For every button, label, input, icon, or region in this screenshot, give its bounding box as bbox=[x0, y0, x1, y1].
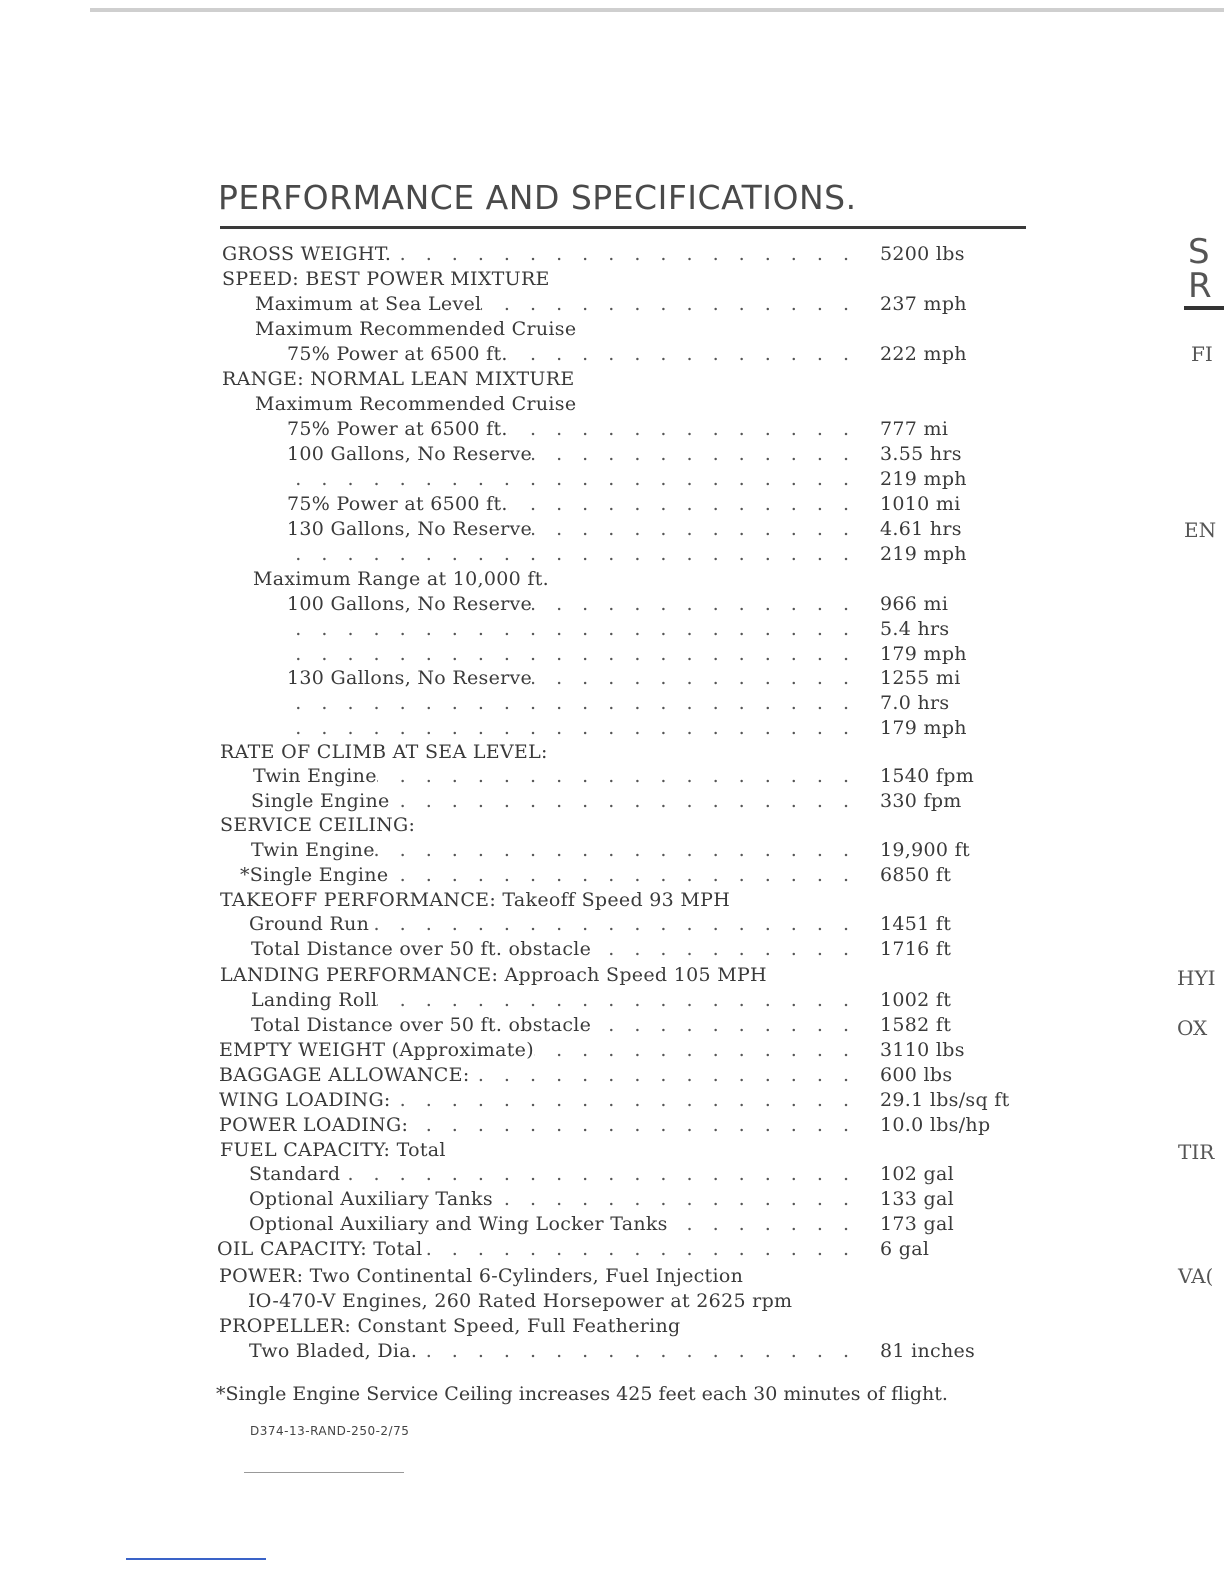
spec-label: LANDING PERFORMANCE: Approach Speed 105 MPH bbox=[220, 964, 767, 986]
spec-label: GROSS WEIGHT. bbox=[222, 243, 392, 265]
spec-value: 330 fpm bbox=[880, 790, 962, 812]
spec-label: 130 Gallons, No Reserve bbox=[287, 518, 533, 540]
spec-label: Maximum Range at 10,000 ft. bbox=[253, 568, 549, 590]
spec-row-gross-weight bbox=[222, 243, 965, 267]
spec-row-ceiling-single bbox=[240, 864, 952, 888]
spec-value: 6 gal bbox=[880, 1238, 930, 1260]
spec-label: SERVICE CEILING: bbox=[220, 814, 416, 836]
spec-label: Ground Run bbox=[249, 913, 370, 935]
spec-row-climb-twin bbox=[253, 765, 975, 789]
spec-row-max-range-130-mi bbox=[287, 667, 961, 691]
edge-text-hyi: HYI bbox=[1177, 966, 1216, 990]
spec-label: 75% Power at 6500 ft. bbox=[287, 343, 508, 365]
spec-heading-climb bbox=[220, 741, 900, 765]
spec-row-power-loading bbox=[219, 1114, 991, 1138]
spec-heading-ceiling bbox=[220, 814, 900, 838]
spec-heading-power bbox=[219, 1265, 900, 1289]
spec-label: OIL CAPACITY: Total bbox=[217, 1238, 423, 1260]
spec-value: 19,900 ft bbox=[880, 839, 970, 861]
spec-heading-landing bbox=[220, 964, 900, 988]
spec-row-max-range-100-mph bbox=[287, 643, 967, 667]
spec-row-ceiling-twin bbox=[251, 839, 970, 863]
spec-heading-speed bbox=[222, 268, 900, 292]
spec-row-max-range-100-mi bbox=[287, 593, 949, 617]
edge-text-tir: TIR bbox=[1178, 1140, 1215, 1164]
spec-value: 222 mph bbox=[880, 343, 967, 365]
document-code: D374-13-RAND-250-2/75 bbox=[250, 1424, 410, 1438]
spec-value: 6850 ft bbox=[880, 864, 952, 886]
spec-value: 1451 ft bbox=[880, 913, 952, 935]
spec-label: Twin Engine bbox=[253, 765, 377, 787]
spec-subheading-max-range bbox=[253, 568, 900, 592]
spec-row-range-100-mi bbox=[287, 418, 949, 442]
edge-text-fi: FI bbox=[1191, 342, 1213, 366]
spec-label: Twin Engine bbox=[251, 839, 375, 861]
spec-row-range-130-mph bbox=[287, 543, 967, 567]
spec-value: 1716 ft bbox=[880, 938, 952, 960]
spec-heading-takeoff bbox=[220, 889, 900, 913]
spec-row-fuel-standard bbox=[249, 1163, 954, 1187]
edge-rule bbox=[1184, 306, 1224, 310]
spec-label: 100 Gallons, No Reserve bbox=[287, 593, 533, 615]
footnote: *Single Engine Service Ceiling increases 425 feet each 30 minutes of flight. bbox=[216, 1383, 948, 1405]
spec-value: 179 mph bbox=[880, 717, 967, 739]
spec-row-takeoff-total bbox=[251, 938, 952, 962]
spec-label: EMPTY WEIGHT (Approximate) bbox=[219, 1039, 534, 1061]
spec-value: 4.61 hrs bbox=[880, 518, 962, 540]
spec-label: Single Engine bbox=[251, 790, 390, 812]
spec-label: TAKEOFF PERFORMANCE: Takeoff Speed 93 MPH bbox=[220, 889, 731, 911]
spec-value: 179 mph bbox=[880, 643, 967, 665]
spec-label: Maximum Recommended Cruise bbox=[255, 318, 577, 340]
spec-subheading-range-cruise bbox=[255, 393, 900, 417]
spec-row-max-range-100-hrs bbox=[287, 618, 950, 642]
page-title: PERFORMANCE AND SPECIFICATIONS. bbox=[218, 178, 857, 217]
spec-value: 29.1 lbs/sq ft bbox=[880, 1089, 1010, 1111]
edge-text-ox: OX bbox=[1177, 1016, 1208, 1040]
spec-label: Total Distance over 50 ft. obstacle bbox=[251, 938, 592, 960]
spec-label: Landing Roll bbox=[251, 989, 378, 1011]
spec-label: 100 Gallons, No Reserve bbox=[287, 443, 533, 465]
spec-label: Maximum at Sea Level bbox=[255, 293, 482, 315]
spec-label: POWER LOADING: bbox=[219, 1114, 409, 1136]
spec-row-range-100-hrs bbox=[287, 443, 962, 467]
spec-row-max-range-130-hrs bbox=[287, 692, 950, 716]
spec-list bbox=[0, 240, 1100, 1380]
spec-value: 237 mph bbox=[880, 293, 967, 315]
spec-label: 75% Power at 6500 ft. bbox=[287, 418, 508, 440]
spec-label: Standard bbox=[249, 1163, 341, 1185]
spec-row-fuel-aux-wing bbox=[249, 1213, 954, 1237]
spec-row-wing-loading bbox=[219, 1089, 1010, 1113]
spec-value: 600 lbs bbox=[880, 1064, 953, 1086]
spec-value: 1002 ft bbox=[880, 989, 952, 1011]
spec-label: RANGE: NORMAL LEAN MIXTURE bbox=[222, 368, 575, 390]
spec-row-landing-total bbox=[251, 1014, 952, 1038]
spec-row-climb-single bbox=[251, 790, 962, 814]
spec-label: *Single Engine bbox=[240, 864, 389, 886]
edge-text-va: VA( bbox=[1178, 1264, 1214, 1288]
spec-row-empty-weight bbox=[219, 1039, 965, 1063]
spec-value: 133 gal bbox=[880, 1188, 954, 1210]
spec-value: 5200 lbs bbox=[880, 243, 965, 265]
spec-label: PROPELLER: Constant Speed, Full Feathering bbox=[219, 1315, 681, 1337]
spec-row-oil bbox=[217, 1238, 930, 1262]
spec-label: IO-470-V Engines, 260 Rated Horsepower at 2625 rpm bbox=[248, 1290, 793, 1312]
spec-row-range-130-mi bbox=[287, 493, 961, 517]
spec-value: 3110 lbs bbox=[880, 1039, 965, 1061]
spec-label: POWER: Two Continental 6-Cylinders, Fuel Injection bbox=[219, 1265, 744, 1287]
spec-row-baggage bbox=[219, 1064, 953, 1088]
blue-scan-rule bbox=[126, 1558, 266, 1560]
spec-label: RATE OF CLIMB AT SEA LEVEL: bbox=[220, 741, 548, 763]
title-underline bbox=[220, 226, 1026, 229]
spec-row-engines bbox=[248, 1290, 900, 1314]
spec-row-max-sea-level bbox=[255, 293, 967, 317]
spec-row-range-130-hrs bbox=[287, 518, 962, 542]
spec-label: WING LOADING: bbox=[219, 1089, 391, 1111]
spec-label: Two Bladed, Dia. bbox=[249, 1340, 418, 1362]
edge-letter-s: S bbox=[1188, 232, 1210, 272]
spec-value: 10.0 lbs/hp bbox=[880, 1114, 991, 1136]
spec-heading-propeller bbox=[219, 1315, 900, 1339]
spec-label: Optional Auxiliary Tanks bbox=[249, 1188, 493, 1210]
spec-value: 777 mi bbox=[880, 418, 949, 440]
spec-value: 1540 fpm bbox=[880, 765, 975, 787]
spec-value: 7.0 hrs bbox=[880, 692, 950, 714]
top-scan-rule bbox=[90, 8, 1224, 12]
spec-label: Total Distance over 50 ft. obstacle bbox=[251, 1014, 592, 1036]
spec-row-ground-run bbox=[249, 913, 952, 937]
spec-value: 81 inches bbox=[880, 1340, 976, 1362]
spec-value: 1010 mi bbox=[880, 493, 961, 515]
spec-heading-fuel bbox=[220, 1139, 900, 1163]
spec-row-propeller-dia bbox=[249, 1340, 976, 1364]
spec-label: Maximum Recommended Cruise bbox=[255, 393, 577, 415]
scan-artifact-rule bbox=[244, 1472, 404, 1473]
spec-row-landing-roll bbox=[251, 989, 952, 1013]
spec-value: 966 mi bbox=[880, 593, 949, 615]
spec-row-max-range-130-mph bbox=[287, 717, 967, 741]
spec-heading-range bbox=[222, 368, 900, 392]
spec-row-fuel-aux bbox=[249, 1188, 954, 1212]
spec-subheading-cruise bbox=[255, 318, 900, 342]
spec-label: 75% Power at 6500 ft. bbox=[287, 493, 508, 515]
spec-label: SPEED: BEST POWER MIXTURE bbox=[222, 268, 550, 290]
spec-value: 173 gal bbox=[880, 1213, 954, 1235]
spec-value: 102 gal bbox=[880, 1163, 954, 1185]
edge-letter-r: R bbox=[1188, 266, 1212, 306]
spec-value: 1255 mi bbox=[880, 667, 961, 689]
spec-value: 3.55 hrs bbox=[880, 443, 962, 465]
spec-label: BAGGAGE ALLOWANCE: bbox=[219, 1064, 470, 1086]
spec-row-range-100-mph bbox=[287, 468, 967, 492]
spec-value: 219 mph bbox=[880, 543, 967, 565]
spec-row-cruise-speed bbox=[287, 343, 967, 367]
spec-label: 130 Gallons, No Reserve bbox=[287, 667, 533, 689]
spec-value: 5.4 hrs bbox=[880, 618, 950, 640]
spec-value: 219 mph bbox=[880, 468, 967, 490]
edge-text-en: EN bbox=[1184, 518, 1217, 542]
spec-label: FUEL CAPACITY: Total bbox=[220, 1139, 446, 1161]
spec-value: 1582 ft bbox=[880, 1014, 952, 1036]
spec-label: Optional Auxiliary and Wing Locker Tanks bbox=[249, 1213, 668, 1235]
